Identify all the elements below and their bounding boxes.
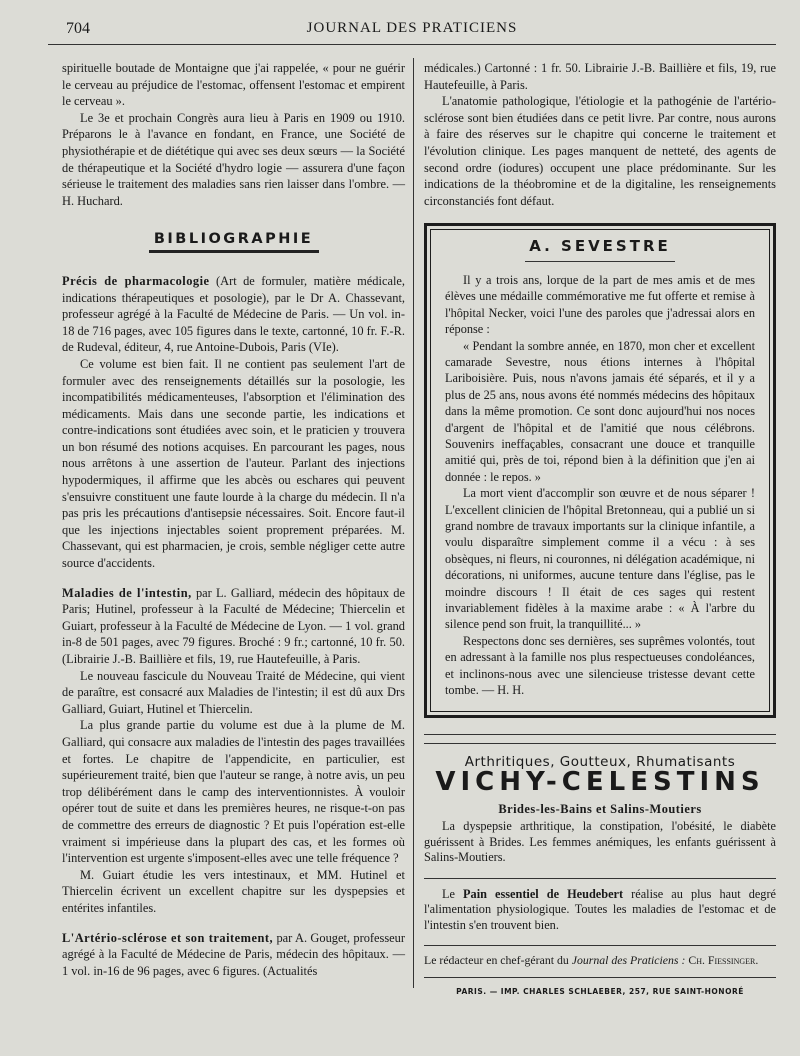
advertisement-heudebert — [424, 878, 776, 934]
review-1: Ce volume est bien fait. Il ne contient pas seulement l'art de formuler avec des renseignements détaillés sur la posologie, les incompatibilités médicamenteuses, l'absorption et l'élimination des médicaments. Mais dans une seconde partie, les indications et contre-indications sont étudiées avec soin, et le praticien y trouvera un bon résumé des notions acquises. En parcourant les pages, nous nous arrêtons à une assertion de l'auteur. Parlant des injections hypodermiques, il affirme que les abcès ou eschares qui peuvent s'ensuivre constituent une faute lourde à la charge du médecin. Il n'a pas pris les précautions d'antisepsie nécessaires. Soit. Encore faut-il que les injections injectables soient proprement préparées. M. Chassevant, qui est pharmacien, je crois, semble négliger cette autre source d'accidents. — [62, 356, 405, 571]
ad2-prefix: Le — [442, 886, 455, 901]
ad-tagline: Arthritiques, Goutteux, Rhumatisants — [424, 743, 776, 771]
header-rule — [48, 44, 776, 45]
obituary-paragraph-1: Il y a trois ans, lorque de la part de mes amis et de mes élèves une médaille commémorative me fut offerte et remise à l'hôpital Necker, voici l'une des paroles que j'adressai alors en réponse : — [445, 272, 755, 337]
reference-3 — [62, 930, 405, 980]
ad-text: La dyspepsie arthritique, la constipation, l'obésité, le diabète guérissent à Brides. Les femmes anémiques, les enfants guérissent à Salins-Moutiers. — [424, 819, 776, 865]
advertisement-vichy — [424, 734, 776, 866]
review-2-paragraph-1: Le nouveau fascicule du Nouveau Traité de Médecine, qui vient de paraître, est consacré aux Maladies de l'intestin; il est dû aux Drs Galliard, Guiart, Hutinel et Thiercelin. — [62, 668, 405, 716]
section-underline — [149, 250, 319, 253]
obituary-title: A. SEVESTRE — [529, 237, 671, 256]
review-2-paragraph-2: La plus grande partie du volume est due à la plume de M. Galliard, qui consacre aux maladies de l'intestin des pages travaillées et fortes. Le chapitre de l'appendicite, en particulier, est supérieurement traité, bien que l'auteur se range, à notre avis, un peu trop délibérément dans le camp des interventionnistes. À vouloir opérer tout de suite et dans les premières heures, ne risque-t-on pas de commettre des erreurs de diagnostic ? Et puis l'opération est-elle vraiment si impérieuse dans la plupart des cas, et les formes où l'intervention est urgente s'imposent-elles avec une telle fréquence ? — [62, 718, 405, 866]
editor-prefix: Le rédacteur en chef-gérant du — [424, 953, 569, 968]
ad-subtitle: Brides-les-Bains et Salins-Moutiers — [498, 801, 702, 816]
obituary-paragraph-2: « Pendant la sombre année, en 1870, mon cher et excellent camarade Sevestre, nous étions internes à l'hôpital Lariboisière. Puis, nous n'avons jamais été séparés, et il y a plus de 25 ans, nous avons été nommés médecins des hôpitaux dans la même promotion. Ce sont donc aujourd'hui nos noces d'argent de l'hôpital et de l'amitié que nous célébrons. Souvenirs ineffaçables, consacrant une douce et tranquille amitié qui, près de toi, répond bien à la définition que j'en ai donnée : le repos. » — [445, 338, 755, 484]
review-2-paragraph-3: M. Guiart étudie les vers intestinaux, et MM. Hutinel et Thiercelin écrivent un excellent chapitre sur les dyspepsies et entérites infantiles. — [62, 867, 405, 915]
reference-1 — [62, 273, 405, 356]
obituary-paragraph-4: Respectons donc ses dernières, ses suprêmes volontés, tout en adressant à la famille nos plus respectueuses condoléances, et inclinons-nous avec une silencieuse tristesse devant cette tombe. — H. H. — [445, 633, 755, 698]
reference-3-details: par A. Gouget, professeur agrégé à la Faculté de Médecine de Paris, médecin des hôpitaux. — 1 vol. in-16 de 96 pages, avec 6 figures. (Actualités — [62, 930, 405, 978]
section-title: BIBLIOGRAPHIE — [153, 231, 314, 248]
reference-3-continued: médicales.) Cartonné : 1 fr. 50. Librairie J.-B. Baillière et fils, 19, rue Hautefeuille, à Paris. — [424, 61, 776, 92]
review-3: L'anatomie pathologique, l'étiologie et la pathogénie de l'artério-sclérose sont bien étudiées dans ce petit livre. Par contre, nous aurons à faire des réserves sur le chapitre qui concerne le traitement et l'évolution clinique. Les pages manquent de netteté, des agents de second ordre (iodures) occupent une place prédominante. Sur les indications de la théobromine et de la digitaline, les renseignements circonstanciés font défaut. — [424, 94, 776, 208]
page-number: 704 — [66, 20, 90, 37]
reference-1-title: Précis de pharmacologie — [62, 273, 210, 288]
printer-imprint: PARIS. — IMP. CHARLES SCHLAEBER, 257, RUE SAINT-HONORÉ — [424, 977, 776, 1001]
obituary-heading — [445, 238, 755, 262]
ad2-text: réalise au plus haut degré l'alimentation physiologique. Toutes les maladies de l'estomac et de l'intestin s'en trouvent bien. — [424, 886, 777, 932]
reference-2 — [62, 585, 405, 668]
page-header — [48, 18, 776, 42]
reference-1-details: (Art de formuler, matière médicale, indications thérapeutiques et posologie), par le Dr A. Chassevant, professeur agrégé à la Faculté de Médecine de Paris. — Un vol. in-18 de 716 pages, avec 105 figures dans le texte, cartonné, 10 fr. F.-R. de Rudeval, éditeur, 4, rue Antoine-Dubois, Paris (VIe). — [62, 273, 405, 355]
ad2-brand: Pain essentiel de Heudebert — [463, 886, 624, 901]
obituary-paragraph-3: La mort vient d'accomplir son œuvre et de nous séparer ! L'excellent clinicien de l'hôpital Bretonneau, qui a publié un si grand nombre de travaux importants sur la clinique infantile, a voulu disparaître simplement comme il a vécu : à ses obsèques, ni fleurs, ni couronnes, ni délégation académique, ni décorations, ni uniformes, aucune tenture dans l'église, pas le moindre discours ! Il était de ces sages qui restent invariablement fidèles à la maxime arabe : « À l'arbre du silence pend son fruit, la tranquillité... » — [445, 486, 755, 632]
editor-line — [424, 945, 776, 969]
obituary-underline — [525, 261, 675, 262]
editor-name: Ch. Fiessinger. — [688, 953, 759, 968]
running-title: JOURNAL DES PRATICIENS — [306, 20, 518, 36]
intro-paragraph-1: spirituelle boutade de Montaigne que j'ai rappelée, « pour ne guérir le cerveau au préjudice de l'estomac, offensent l'estomac et empirent le cerveau ». — [62, 61, 405, 109]
reference-2-title: Maladies de l'intestin, — [62, 585, 192, 600]
ad-brand: VICHY-CELESTINS — [435, 767, 765, 798]
obituary-box — [424, 223, 776, 717]
reference-2-details: par L. Galliard, médecin des hôpitaux de Paris; Hutinel, professeur à la Faculté de Médecine; Thiercelin et Guiart, professeur à la Faculté de Médecine de Lyon. — 1 vol. grand in-8 de 501 pages, avec 79 figures. Broché : 9 fr.; cartonné, 10 fr. 50. (Librairie J.-B. Baillière et fils, 19, rue Hautefeuille, à Paris. — [62, 585, 405, 666]
right-column — [424, 60, 776, 1000]
section-heading — [62, 231, 405, 253]
reference-3-title: L'Artério-sclérose et son traitement, — [62, 930, 274, 945]
left-column — [62, 60, 405, 979]
intro-paragraph-2: Le 3e et prochain Congrès aura lieu à Paris en 1909 ou 1910. Préparons le à l'avance en fondant, en France, une Société de physiothérapie et de diététique qui avec ses deux sœurs — la Société de thérapeutique et la Société d'hydro logie — assurera d'une façon sérieuse le traitement des maladies sans rien laisser dans l'ombre. — H. Huchard. — [62, 110, 405, 208]
column-divider — [413, 58, 414, 988]
editor-journal: Journal des Praticiens : — [571, 953, 686, 968]
